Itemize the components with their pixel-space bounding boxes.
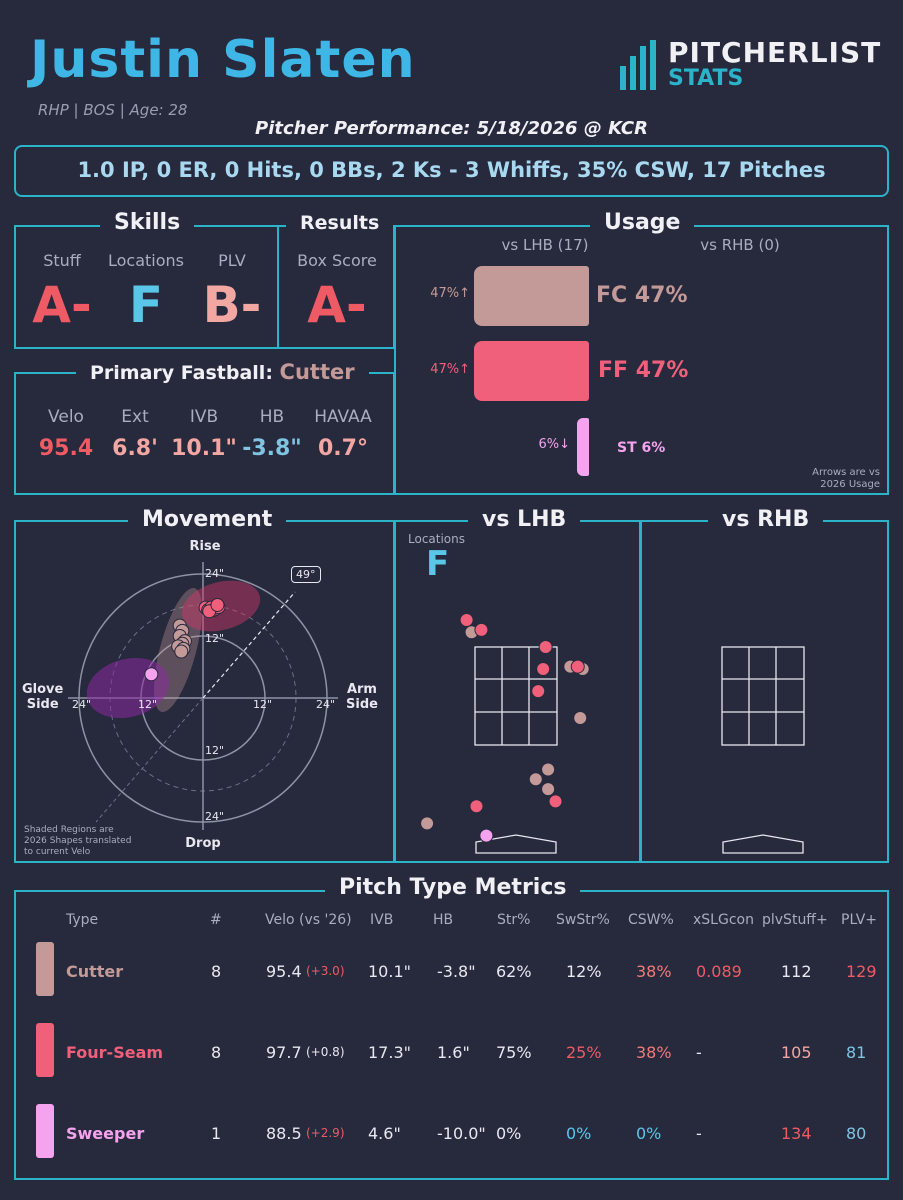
fastball-panel bbox=[14, 372, 395, 495]
pitcher-bio: RHP | BOS | Age: 28 bbox=[38, 101, 188, 119]
fourseam-movement-point bbox=[211, 599, 224, 612]
cutter-location-point bbox=[542, 783, 555, 796]
fourseam-location-point bbox=[470, 800, 483, 813]
cutter-location-point bbox=[574, 712, 587, 725]
fourseam-location-point bbox=[475, 623, 488, 636]
metrics-cell: 62% bbox=[496, 962, 532, 981]
pitcher-name: Justin Slaten bbox=[30, 30, 416, 90]
metrics-cell: 25% bbox=[566, 1043, 602, 1062]
metrics-cell: 95.4 bbox=[266, 962, 302, 981]
logo-subtext: STATS bbox=[668, 66, 744, 91]
ring-label-bottom-24: 24" bbox=[205, 810, 225, 823]
metrics-cell: 75% bbox=[496, 1043, 532, 1062]
box-score-label: Box Score bbox=[297, 251, 377, 270]
metrics-cell: 105 bbox=[781, 1043, 812, 1062]
metrics-header-7: CSW% bbox=[628, 912, 674, 928]
velo-label: Velo bbox=[48, 407, 84, 427]
metrics-cell: Four-Seam bbox=[66, 1043, 164, 1062]
arm-angle-badge: 49° bbox=[291, 566, 321, 583]
usage-title: Usage bbox=[590, 210, 694, 235]
movement-footnote-1: Shaded Regions are bbox=[24, 825, 114, 835]
metrics-header-0: Type bbox=[66, 912, 99, 928]
usage-label-ff: FF 47% bbox=[598, 358, 689, 383]
rhb-home-plate bbox=[723, 835, 803, 853]
metrics-cell: 129 bbox=[846, 962, 877, 981]
ivb-label: IVB bbox=[189, 407, 219, 427]
metrics-cell: Sweeper bbox=[66, 1124, 145, 1143]
metrics-cell: 1.6" bbox=[437, 1043, 470, 1062]
ext-value: 6.8' bbox=[112, 436, 158, 461]
usage-change-ff: 47%↑ bbox=[430, 362, 470, 377]
metrics-cell: 80 bbox=[846, 1124, 867, 1143]
metrics-header-1: # bbox=[210, 912, 222, 928]
lhb-points bbox=[421, 614, 590, 843]
metrics-cell: 0% bbox=[566, 1124, 592, 1143]
ring-label-right-24: 24" bbox=[316, 698, 336, 711]
metrics-cell: 12% bbox=[566, 962, 602, 981]
movement-footnote bbox=[24, 825, 131, 858]
metrics-header-9: plvStuff+ bbox=[762, 912, 828, 928]
usage-bar-st bbox=[577, 418, 589, 476]
lhb-title: vs LHB bbox=[468, 507, 580, 532]
metrics-header-5: Str% bbox=[497, 912, 531, 928]
metrics-cell: 88.5 bbox=[266, 1124, 302, 1143]
metrics-cell: 81 bbox=[846, 1043, 867, 1062]
fastball-title bbox=[76, 360, 369, 384]
sweeper-movement-point bbox=[145, 668, 158, 681]
sweeper-location-point bbox=[480, 829, 493, 842]
metrics-cell: -3.8" bbox=[437, 962, 476, 981]
fourseam-location-point bbox=[539, 641, 552, 654]
metrics-cell: - bbox=[696, 1124, 702, 1143]
ring-label-right-12: 12" bbox=[253, 698, 273, 711]
usage-vs-lhb: vs LHB (17) bbox=[501, 236, 589, 254]
ring-label-bottom-12: 12" bbox=[205, 744, 225, 757]
metrics-header-6: SwStr% bbox=[556, 912, 610, 928]
usage-change-st: 6%↓ bbox=[538, 437, 570, 452]
summary-box bbox=[14, 145, 889, 197]
metrics-header-3: IVB bbox=[370, 912, 394, 928]
fourseam-location-point bbox=[460, 614, 473, 627]
fastball-pitch: Cutter bbox=[279, 360, 355, 384]
movement-title: Movement bbox=[128, 507, 286, 532]
ring-label-left-12: 12" bbox=[138, 698, 158, 711]
arm-side-line1: Arm bbox=[346, 682, 377, 697]
metrics-cell: 1 bbox=[211, 1124, 222, 1143]
locations-label-small: Locations bbox=[408, 532, 466, 546]
metrics-cell: (+3.0) bbox=[306, 964, 345, 978]
glove-side-line2: Side bbox=[26, 697, 59, 712]
hb-value: -3.8" bbox=[242, 436, 302, 461]
glove-side-line1: Glove bbox=[22, 682, 64, 697]
summary-text: 1.0 IP, 0 ER, 0 Hits, 0 BBs, 2 Ks - 3 Whiffs, 35% CSW, 17 Pitches bbox=[77, 158, 826, 182]
fourseam-location-point bbox=[532, 685, 545, 698]
ring-label-top-12: 12" bbox=[205, 632, 225, 645]
usage-label-st: ST 6% bbox=[617, 440, 666, 456]
movement-footnote-3: to current Velo bbox=[24, 847, 91, 857]
metrics-header-10: PLV+ bbox=[841, 912, 878, 928]
metrics-cell: 38% bbox=[636, 962, 672, 981]
rhb-title: vs RHB bbox=[708, 507, 823, 532]
cutter-location-point bbox=[529, 773, 542, 786]
rise-label: Rise bbox=[189, 539, 221, 554]
cutter-location-point bbox=[542, 763, 555, 776]
skills-results-divider bbox=[277, 225, 279, 349]
game-line: Pitcher Performance: 5/18/2026 @ KCR bbox=[255, 118, 648, 139]
stuff-grade: A- bbox=[32, 276, 92, 334]
hb-label: HB bbox=[259, 407, 285, 427]
lhb-locations-grade: F bbox=[426, 544, 450, 584]
metrics-cell: (+0.8) bbox=[306, 1045, 345, 1059]
fourseam-location-point bbox=[537, 663, 550, 676]
metrics-cell: 97.7 bbox=[266, 1043, 302, 1062]
metrics-title: Pitch Type Metrics bbox=[325, 875, 580, 900]
movement-footnote-2: 2026 Shapes translated bbox=[24, 836, 132, 846]
metrics-cell: 8 bbox=[211, 1043, 222, 1062]
ring-label-top-24: 24" bbox=[205, 567, 225, 580]
drop-label: Drop bbox=[185, 836, 221, 851]
metrics-cell: Cutter bbox=[66, 962, 124, 981]
ivb-value: 10.1" bbox=[171, 436, 237, 461]
metrics-cell: 8 bbox=[211, 962, 222, 981]
stuff-label: Stuff bbox=[43, 251, 81, 270]
pitch-color-swatch bbox=[36, 1023, 54, 1077]
metrics-cell: 0.089 bbox=[696, 962, 742, 981]
lhb-strike-zone bbox=[475, 647, 557, 745]
metrics-cell: 38% bbox=[636, 1043, 672, 1062]
usage-bar-ff bbox=[474, 341, 589, 401]
metrics-cell: 10.1" bbox=[368, 962, 411, 981]
locations-grade: F bbox=[128, 276, 164, 334]
velo-value: 95.4 bbox=[38, 436, 94, 461]
metrics-cell: 134 bbox=[781, 1124, 812, 1143]
usage-change-fc: 47%↑ bbox=[430, 286, 470, 301]
pitcherlist-logo bbox=[620, 36, 882, 92]
havaa-value: 0.7° bbox=[318, 436, 368, 461]
cutter-location-point bbox=[421, 817, 434, 830]
locations-label: Locations bbox=[107, 251, 184, 270]
logo-text: PITCHERLIST bbox=[668, 36, 882, 69]
fourseam-location-point bbox=[549, 795, 562, 808]
pitch-color-swatch bbox=[36, 1104, 54, 1158]
metrics-header-4: HB bbox=[433, 912, 454, 928]
skills-title: Skills bbox=[100, 210, 194, 235]
glove-side-label bbox=[22, 682, 63, 712]
pitch-color-swatch bbox=[36, 942, 54, 996]
plv-grade: B- bbox=[202, 276, 262, 334]
box-score-grade: A- bbox=[307, 276, 367, 334]
metrics-cell: (+2.9) bbox=[306, 1126, 345, 1140]
plv-label: PLV bbox=[218, 251, 246, 270]
metrics-cell: -10.0" bbox=[437, 1124, 486, 1143]
fourseam-location-point bbox=[571, 660, 584, 673]
usage-note bbox=[780, 467, 880, 491]
metrics-header-8: xSLGcon bbox=[693, 912, 754, 928]
metrics-cell: 17.3" bbox=[368, 1043, 411, 1062]
rhb-strike-zone bbox=[722, 647, 804, 745]
usage-vs-rhb: vs RHB (0) bbox=[700, 236, 780, 254]
metrics-cell: 0% bbox=[636, 1124, 662, 1143]
cutter-movement-point bbox=[175, 645, 188, 658]
metrics-header-2: Velo (vs '26) bbox=[265, 912, 352, 928]
metrics-cell: 0% bbox=[496, 1124, 522, 1143]
metrics-cell: 4.6" bbox=[368, 1124, 401, 1143]
arm-side-label bbox=[346, 682, 378, 712]
fastball-title-label: Primary Fastball: bbox=[90, 362, 273, 384]
results-title: Results bbox=[286, 212, 393, 234]
rhb-location-chart bbox=[642, 522, 887, 861]
usage-bar-fc bbox=[474, 266, 589, 326]
bars-logo-icon bbox=[620, 40, 664, 92]
usage-note-line1: Arrows are vs bbox=[812, 467, 880, 478]
usage-label-fc: FC 47% bbox=[596, 283, 688, 308]
ext-label: Ext bbox=[121, 407, 149, 427]
metrics-cell: - bbox=[696, 1043, 702, 1062]
havaa-label: HAVAA bbox=[314, 407, 372, 427]
lhb-location-chart bbox=[396, 522, 639, 861]
usage-note-line2: 2026 Usage bbox=[820, 479, 880, 490]
arm-side-line2: Side bbox=[346, 697, 378, 712]
ring-label-left-24: 24" bbox=[72, 698, 92, 711]
metrics-cell: 112 bbox=[781, 962, 812, 981]
